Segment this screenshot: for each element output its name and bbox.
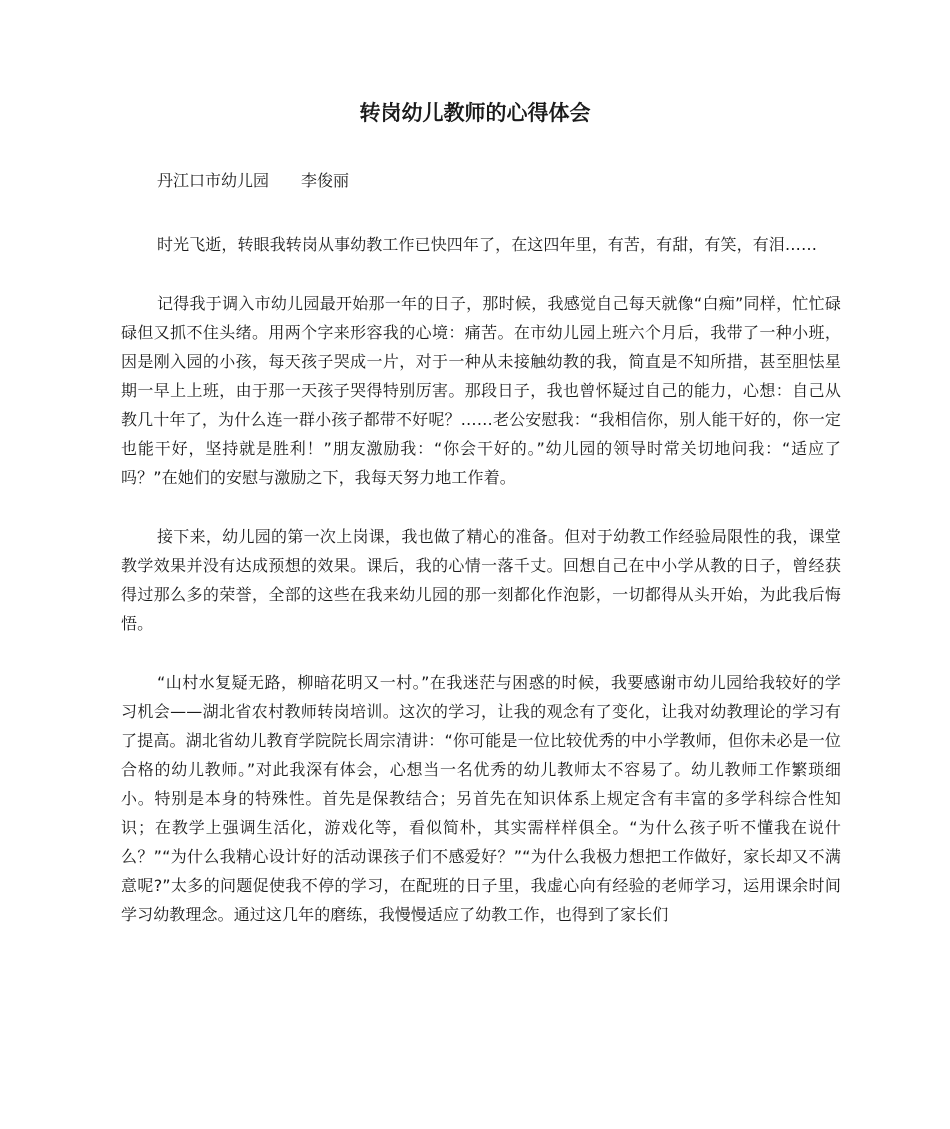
paragraph-3: 接下来，幼儿园的第一次上岗课，我也做了精心的准备。但对于幼教工作经验局限性的我，课堂教学效果并没有达成预想的效果。课后，我的心情一落千丈。回想自己在中小学从教的日子，曾经获得过那么多的荣誉，全部的这些在我来幼儿园的那一刻都化作泡影，一切都得从头开始，为此我后悔悟。	[121, 527, 841, 633]
paragraph-2: 记得我于调入市幼儿园最开始那一年的日子，那时候，我感觉自己每天就像“白痴”同样，忙忙碌碌但又抓不住头绪。用两个字来形容我的心境：痛苦。在市幼儿园上班六个月后，我带了一种小班，因是刚入园的小孩，每天孩子哭成一片，对于一种从未接触幼教的我，简直是不知所措，甚至胆怯星期一早上上班，由于那一天孩子哭得特别厉害。那段日子，我也曾怀疑过自己的能力，心想：自己从教几十年了，为什么连一群小孩子都带不好呢？……老公安慰我：“我相信你，别人能干好的，你一定也能干好，坚持就是胜利！”朋友激励我：“你会干好的。”幼儿园的领导时常关切地问我：“适应了吗？”在她们的安慰与激励之下，我每天努力地工作着。	[121, 294, 841, 487]
paragraph-1: 时光飞逝，转眼我转岗从事幼教工作已快四年了，在这四年里，有苦，有甜，有笑，有泪……	[157, 235, 818, 254]
author-byline: 丹江口市幼儿园 李俊丽	[157, 171, 350, 190]
paragraph-4: “山村水复疑无路，柳暗花明又一村。”在我迷茫与困惑的时候，我要感谢市幼儿园给我较好的学习机会——湖北省农村教师转岗培训。这次的学习，让我的观念有了变化，让我对幼教理论的学习有了提高。湖北省幼儿教育学院院长周宗清讲：“你可能是一位比较优秀的中小学教师，但你未必是一位合格的幼儿教师。”对此我深有体会，心想当一名优秀的幼儿教师太不容易了。幼儿教师工作繁琐细小。特别是本身的特殊性。首先是保教结合；另首先在知识体系上规定含有丰富的多学科综合性知识；在教学上强调生活化，游戏化等，看似简朴，其实需样样俱全。“为什么孩子听不懂我在说什么？”“为什么我精心设计好的活动课孩子们不感爱好？”“为什么我极力想把工作做好，家长却又不满意呢?”太多的问题促使我不停的学习，在配班的日子里，我虚心向有经验的老师学习，运用课余时间学习幼教理念。通过这几年的磨练，我慢慢适应了幼教工作，也得到了家长们	[121, 673, 841, 924]
document-body	[121, 230, 841, 959]
document-title: 转岗幼儿教师的心得体会	[359, 101, 591, 125]
